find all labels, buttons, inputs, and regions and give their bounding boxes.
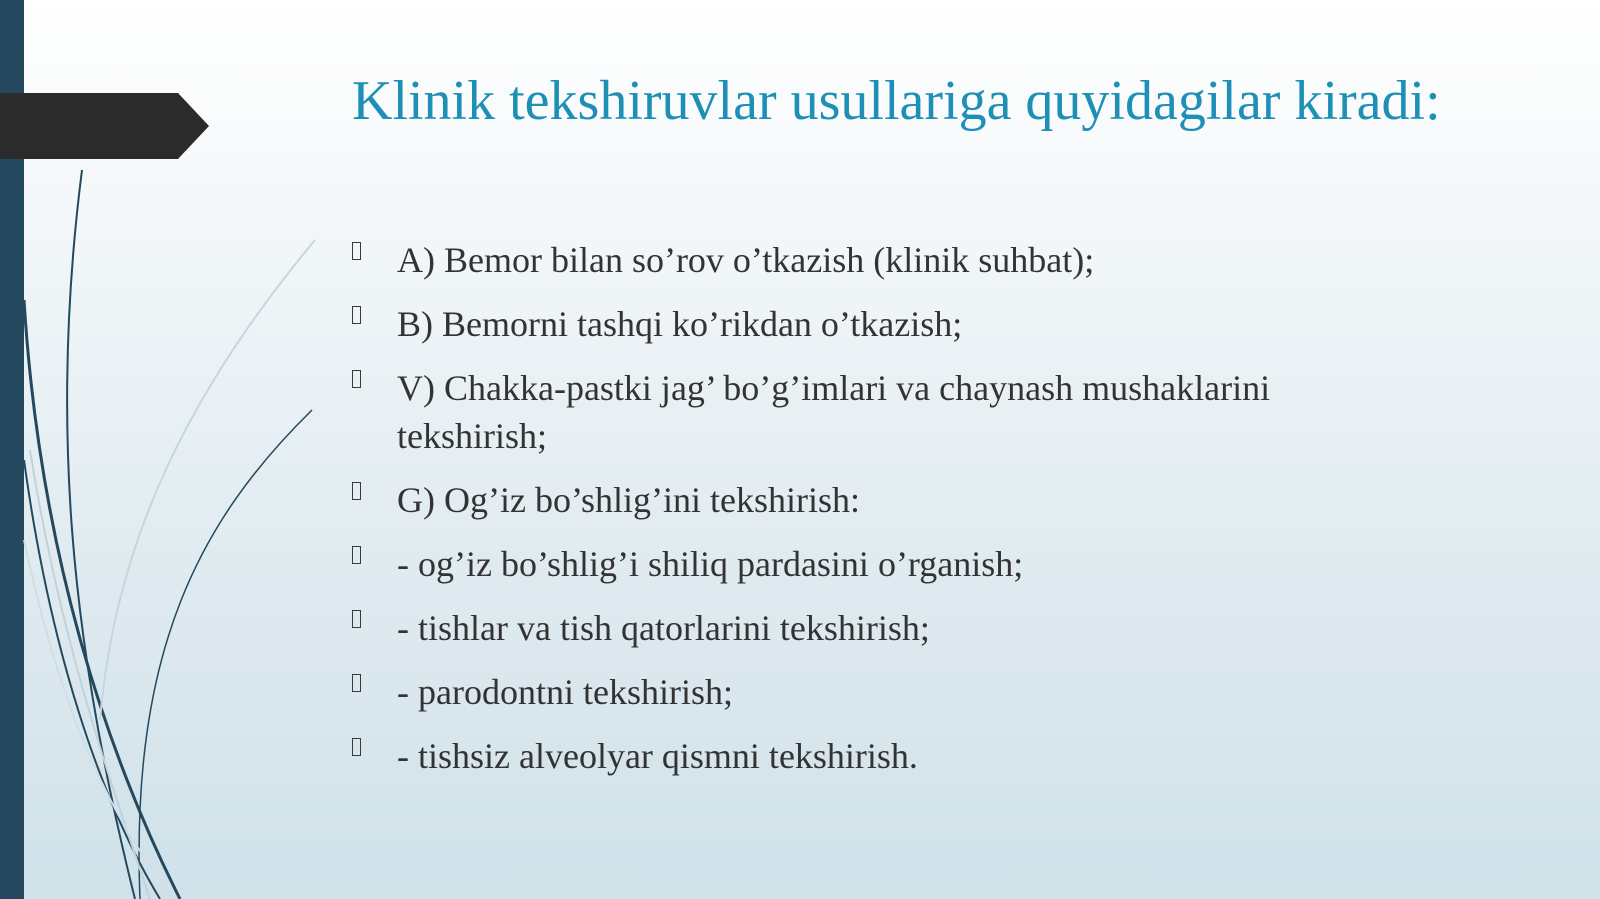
bullet-text: A) Bemor bilan so’rov o’tkazish (klinik suhbat);	[397, 240, 1095, 280]
bullet-text: G) Og’iz bo’shlig’ini tekshirish:	[397, 480, 860, 520]
bullet-text: - tishlar va tish qatorlarini tekshirish;	[397, 608, 930, 648]
bullet-item	[352, 540, 1412, 588]
bullet-text: - tishsiz alveolyar qismni tekshirish.	[397, 736, 918, 776]
bullet-marker-icon	[352, 482, 361, 500]
bullet-item	[352, 364, 1412, 460]
bullet-item	[352, 300, 1412, 348]
bullet-item	[352, 668, 1412, 716]
bullet-list	[352, 236, 1412, 796]
bullet-marker-icon	[352, 674, 361, 692]
bullet-item	[352, 476, 1412, 524]
bullet-text: B) Bemorni tashqi ko’rikdan o’tkazish;	[397, 304, 963, 344]
bullet-item	[352, 236, 1412, 284]
bullet-text: - parodontni tekshirish;	[397, 672, 733, 712]
bullet-item	[352, 732, 1412, 780]
slide-title: Klinik tekshiruvlar usullariga quyidagilar kiradi:	[352, 70, 1441, 132]
bullet-marker-icon	[352, 738, 361, 756]
bullet-marker-icon	[352, 242, 361, 260]
bullet-marker-icon	[352, 546, 361, 564]
bullet-marker-icon	[352, 306, 361, 324]
bullet-item	[352, 604, 1412, 652]
arrow-tab-shape	[0, 0, 210, 899]
bullet-text: V) Chakka-pastki jag’ bo’g’imlari va chaynash mushaklarini tekshirish;	[397, 368, 1271, 456]
bullet-text: - og’iz bo’shlig’i shiliq pardasini o’rganish;	[397, 544, 1024, 584]
bullet-marker-icon	[352, 370, 361, 388]
bullet-marker-icon	[352, 610, 361, 628]
